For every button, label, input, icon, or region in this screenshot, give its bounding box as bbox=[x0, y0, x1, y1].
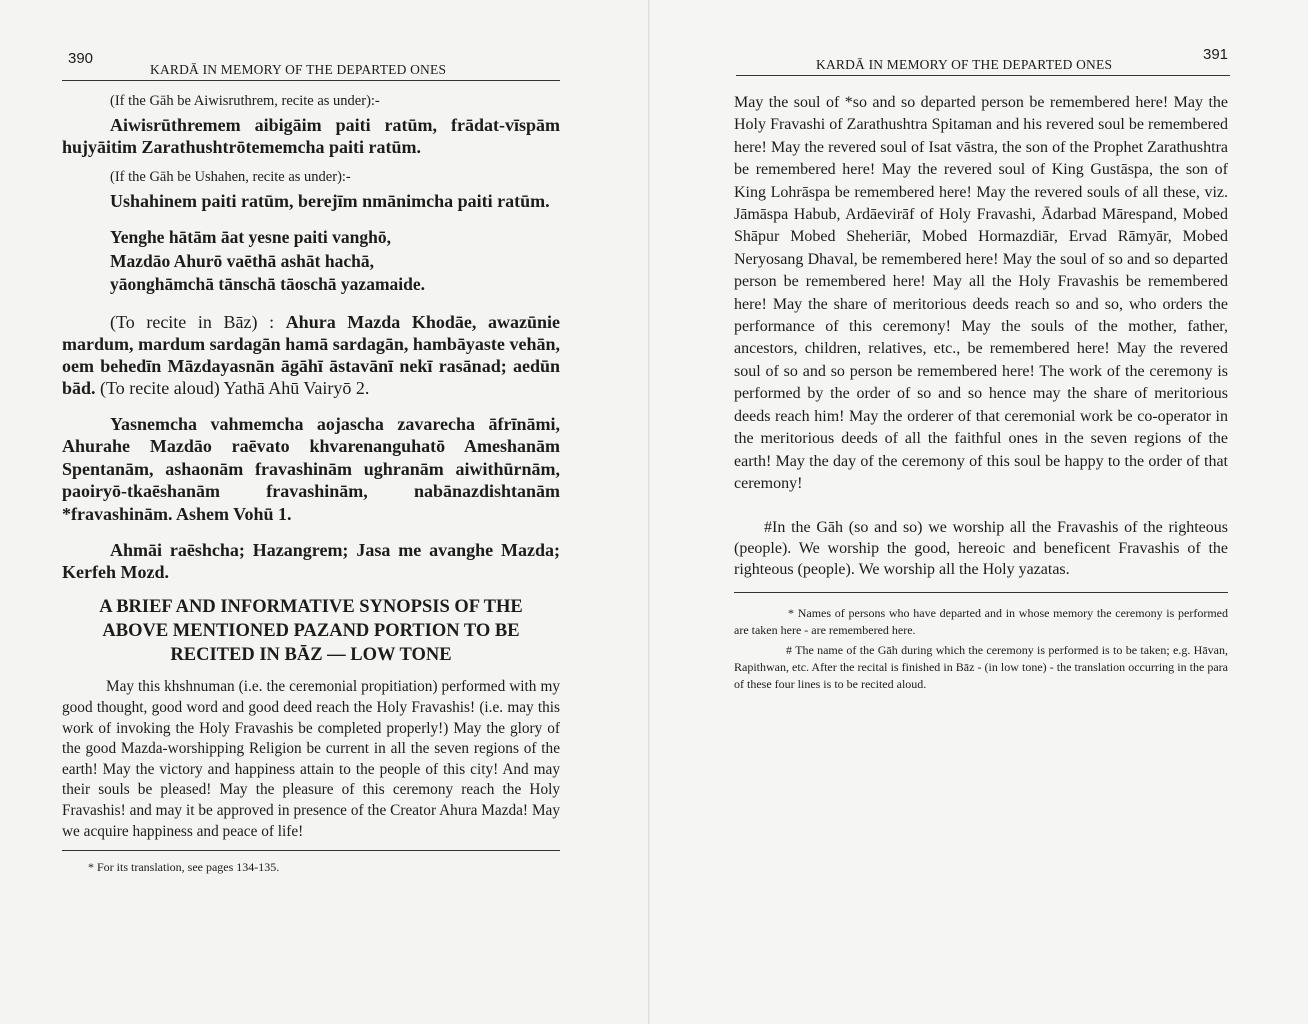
baz-paragraph bbox=[62, 311, 560, 399]
avesta-verse: Yasnemcha vahmemcha aojascha zavarecha āfrīnāmi, Ahurahe Mazdāo raēvato khvarenanguhatō Ameshanām Spentanām, ashaonām fravashinām ughranām aiwithūrnām, paoiryō-tkaēshanām fravashinām, nabānazdishtanām *fravashinām. Ashem Vohū 1. bbox=[62, 413, 560, 524]
running-head: KARDĀ IN MEMORY OF THE DEPARTED ONES bbox=[150, 62, 447, 77]
avesta-verse: Aiwisrūthremem aibigāim paiti ratūm, frādat-vīspām hujyāitim Zarathushtrōtememcha paiti ratūm. bbox=[62, 115, 560, 157]
header-rule bbox=[62, 80, 560, 81]
section-heading: ABOVE MENTIONED PAZAND PORTION TO BE bbox=[102, 621, 520, 642]
main-paragraph: May the soul of *so and so departed person be remembered here! May the Holy Fravashi of Zarathushtra Spitaman and his revered soul be remembered here! May the revered soul of Isat vāstra, the son of the Prophet Zarathushtra be remembered here! May the revered soul of King Gustāspa, the son of King Lohrāspa be remembered here! May the revered souls of all these, viz. Jāmāspa Habub, Ardāevirāf of Holy Fravashi, Ādarbad Mārespand, Mobed Shāpur Mobed Sheheriār, Mobed Hormazdiār, Ervad Rāmyār, Mobed Neryosang Dhaval, be remembered here! May the soul of so and so departed person be remembered here! May all the Holy Fravashis be remembered here! May the share of meritorious deeds reach so and so, who orders the performance of this ceremony! May the souls of the mother, father, ancestors, children, relatives, etc., be remembered here! May the revered soul of so and so person be remembered here! The work of the ceremony is performed by the order of so and so hence may the share of meritorious deeds reach him! May the orderer of that ceremonial work be co-operator in the meritorious deeds of all the faithful ones in the seven regions of the earth! May the day of the ceremony of this soul be happy to the order of that ceremony! bbox=[734, 94, 1228, 492]
page-number: 391 bbox=[1203, 46, 1229, 63]
gah-note: (If the Gāh be Ushahen, recite as under):- bbox=[110, 169, 351, 185]
baz-suffix: (To recite aloud) Yathā Ahū Vairyō 2. bbox=[95, 377, 370, 398]
section-heading: A BRIEF AND INFORMATIVE SYNOPSIS OF THE bbox=[99, 597, 523, 618]
footnote: # The name of the Gāh during which the ceremony is performed is to be taken; e.g. Hāvan, Rapithwan, etc. After the recital is finished in Bāz - (in low tone) - the translation occurring in the para of these four lines is to be recited aloud. bbox=[734, 643, 1228, 692]
section-heading: RECITED IN BĀZ — LOW TONE bbox=[170, 645, 452, 666]
running-head: KARDĀ IN MEMORY OF THE DEPARTED ONES bbox=[816, 57, 1113, 72]
stanza-line: Mazdāo Ahurō vaēthā ashāt hachā, bbox=[110, 250, 374, 271]
footnote: * For its translation, see pages 134-135. bbox=[88, 860, 280, 875]
gah-paragraph: #In the Gāh (so and so) we worship all the Fravashis of the righteous (people). We worship the good, hereoic and beneficent Fravashis of the righteous (people). We worship all the Holy yazatas. bbox=[734, 519, 1228, 579]
baz-text: Ahura Mazda Khodāe, awazūnie mardum, mardum sardagān hamā sardagān, hambāyaste vehān, oem behedīn Māzdayasnān āgāhī āstavānī nekī rasānad; aedūn bād. bbox=[62, 311, 560, 398]
footnote: * Names of persons who have departed and in whose memory the ceremony is performed are taken here - are remembered here. bbox=[734, 606, 1228, 638]
page-number: 390 bbox=[68, 50, 94, 67]
right-body bbox=[734, 92, 1228, 693]
header-rule bbox=[736, 75, 1230, 76]
avesta-verse: Ushahinem paiti ratūm, berejīm nmānimcha paiti ratūm. bbox=[110, 191, 550, 211]
synopsis-paragraph: May this khshnuman (i.e. the ceremonial propitiation) performed with my good thought, good word and good deed reach the Holy Fravashis! (i.e. may this work of invoking the Holy Fravashis be completed properly!) May the glory of the good Mazda-worshipping Religion be current in all the seven regions of the earth! May the victory and happiness attain to the people of this city! And may their souls be pleased! May the pleasure of this ceremony reach the Holy Fravashis! and may it be approved in presence of the Creator Ahura Mazda! May we acquire happiness and peace of life! bbox=[62, 678, 560, 840]
left-page bbox=[0, 0, 650, 1024]
left-body bbox=[62, 92, 560, 876]
gah-note: (If the Gāh be Aiwisruthrem, recite as under):- bbox=[110, 93, 380, 109]
avesta-verse: Ahmāi raēshcha; Hazangrem; Jasa me avanghe Mazda; Kerfeh Mozd. bbox=[62, 540, 560, 583]
stanza-line: Yenghe hātām āat yesne paiti vanghō, bbox=[110, 227, 391, 247]
baz-prefix: (To recite in Bāz) : bbox=[110, 311, 286, 332]
stanza-line: yāonghāmchā tānschā tāoschā yazamaide. bbox=[110, 274, 426, 294]
